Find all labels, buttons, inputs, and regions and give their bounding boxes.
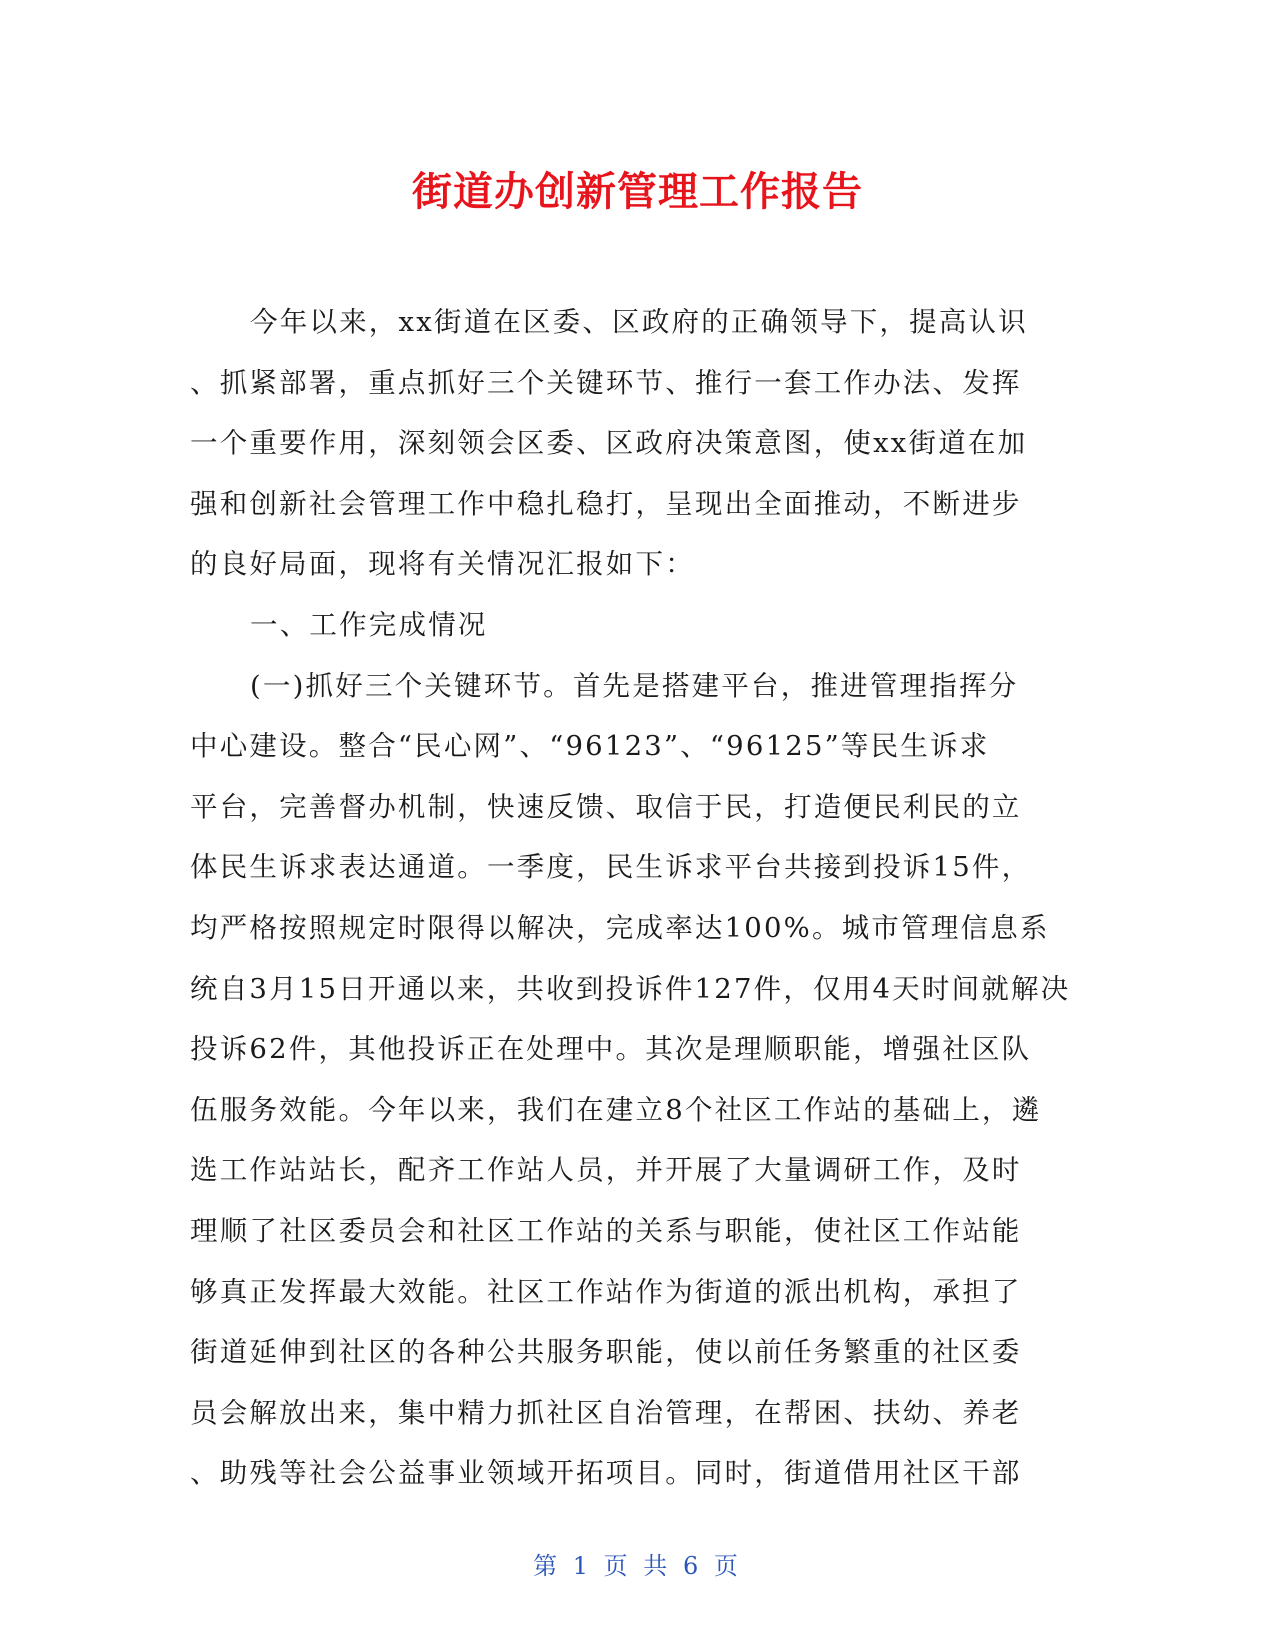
paragraph-line: 强和创新社会管理工作中稳扎稳打，呈现出全面推动，不断进步 (190, 487, 1022, 520)
paragraph-line: 一个重要作用，深刻领会区委、区政府决策意图，使xx街道在加 (190, 427, 1028, 460)
page-footer: 第 1 页 共 6 页 (533, 1552, 742, 1580)
paragraph-line: 今年以来，xx街道在区委、区政府的正确领导下，提高认识 (250, 306, 1028, 338)
paragraph-line: 街道延伸到社区的各种公共服务职能，使以前任务繁重的社区委 (190, 1336, 1022, 1369)
document-body (190, 292, 1080, 1504)
paragraph-line: (一)抓好三个关键环节。首先是搭建平台，推进管理指挥分 (250, 669, 1019, 702)
paragraph-line: 中心建设。整合“民心网”、“96123”、“96125”等民生诉求 (190, 730, 990, 763)
paragraph-line: 够真正发挥最大效能。社区工作站作为街道的派出机构，承担了 (190, 1275, 1022, 1308)
paragraph-line: 选工作站站长，配齐工作站人员，并开展了大量调研工作，及时 (190, 1154, 1022, 1187)
paragraph-line: 体民生诉求表达通道。一季度，民生诉求平台共接到投诉15件， (190, 851, 1032, 884)
section-heading: 一、工作完成情况 (250, 608, 488, 641)
paragraph-line: 、助残等社会公益事业领域开拓项目。同时，街道借用社区干部 (190, 1457, 1022, 1490)
paragraph-line: 员会解放出来，集中精力抓社区自治管理，在帮困、扶幼、养老 (190, 1396, 1022, 1429)
paragraph-line: 、抓紧部署，重点抓好三个关键环节、推行一套工作办法、发挥 (190, 366, 1022, 399)
paragraph-line: 均严格按照规定时限得以解决，完成率达100%。城市管理信息系 (190, 911, 1050, 944)
paragraph-line: 理顺了社区委员会和社区工作站的关系与职能，使社区工作站能 (190, 1214, 1022, 1247)
document-title: 街道办创新管理工作报告 (412, 169, 863, 215)
paragraph-line: 平台，完善督办机制，快速反馈、取信于民，打造便民利民的立 (190, 790, 1022, 823)
paragraph-line: 统自3月15日开通以来，共收到投诉件127件，仅用4天时间就解决 (190, 972, 1071, 1005)
paragraph-line: 投诉62件，其他投诉正在处理中。其次是理顺职能，增强社区队 (190, 1033, 1032, 1066)
paragraph-line: 伍服务效能。今年以来，我们在建立8个社区工作站的基础上，遴 (190, 1093, 1042, 1126)
paragraph-line: 的良好局面，现将有关情况汇报如下： (190, 548, 695, 581)
